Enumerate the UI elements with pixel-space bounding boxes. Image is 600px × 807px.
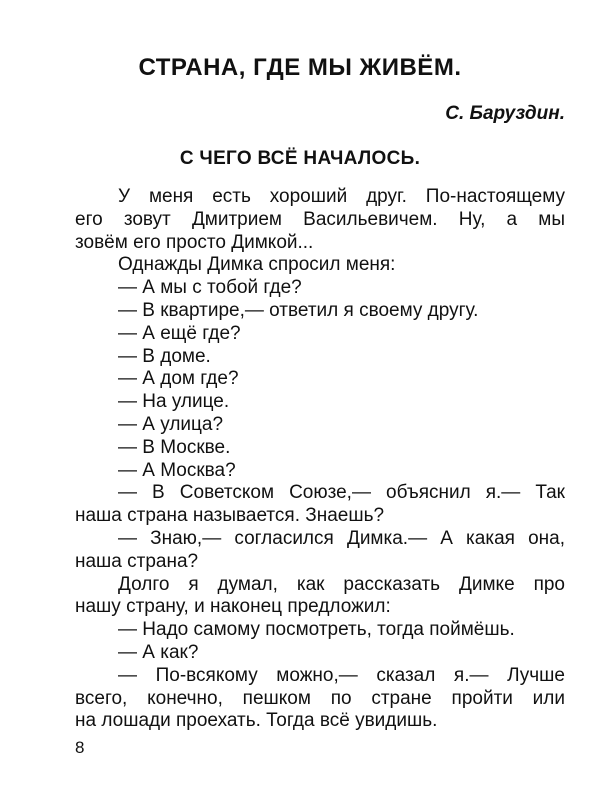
text-line: — А Москва?: [118, 459, 236, 481]
page-number: 8: [75, 738, 85, 757]
text-line: — Надо самому посмотреть, тогда поймёшь.: [118, 619, 515, 641]
text-line: — В квартире,— ответил я своему другу.: [118, 299, 479, 321]
text-line: — По-всякому можно,— сказал я.— Лучше: [118, 664, 565, 686]
text-line: Долго я думал, как рассказать Димке про: [118, 573, 565, 595]
text-line: Однажды Димка спросил меня:: [118, 254, 396, 276]
text-line: — На улице.: [118, 391, 230, 413]
section-title: С ЧЕГО ВСЁ НАЧАЛОСЬ.: [179, 148, 421, 169]
author-name: С. Баруздин.: [445, 103, 565, 124]
text-line: на лошади проехать. Тогда всё увидишь.: [75, 710, 438, 732]
text-line: наша страна называется. Знаешь?: [75, 505, 385, 527]
chapter-title: СТРАНА, ГДЕ МЫ ЖИВЁМ.: [138, 54, 462, 81]
text-line: — Знаю,— согласился Димка.— А какая она,: [118, 527, 565, 549]
text-line: У меня есть хороший друг. По-настоящему: [118, 186, 565, 207]
text-line: всего, конечно, пешком по стране пройти или: [75, 687, 565, 709]
text-line: — А как?: [118, 641, 199, 663]
text-line: нашу страну, и наконец предложил:: [75, 596, 391, 618]
body-text: [75, 186, 565, 733]
text-line: — А ещё где?: [118, 322, 241, 344]
text-line: — А мы с тобой где?: [118, 277, 302, 299]
text-line: — А дом где?: [118, 368, 239, 390]
text-line: зовём его просто Димкой...: [75, 231, 314, 253]
text-line: его зовут Дмитрием Васильевичем. Ну, а мы: [75, 208, 565, 230]
text-line: наша страна?: [75, 550, 199, 572]
text-line: — В Советском Союзе,— объяснил я.— Так: [118, 482, 565, 504]
text-line: — А улица?: [118, 413, 224, 435]
text-line: — В доме.: [118, 345, 211, 367]
text-line: — В Москве.: [118, 436, 231, 458]
